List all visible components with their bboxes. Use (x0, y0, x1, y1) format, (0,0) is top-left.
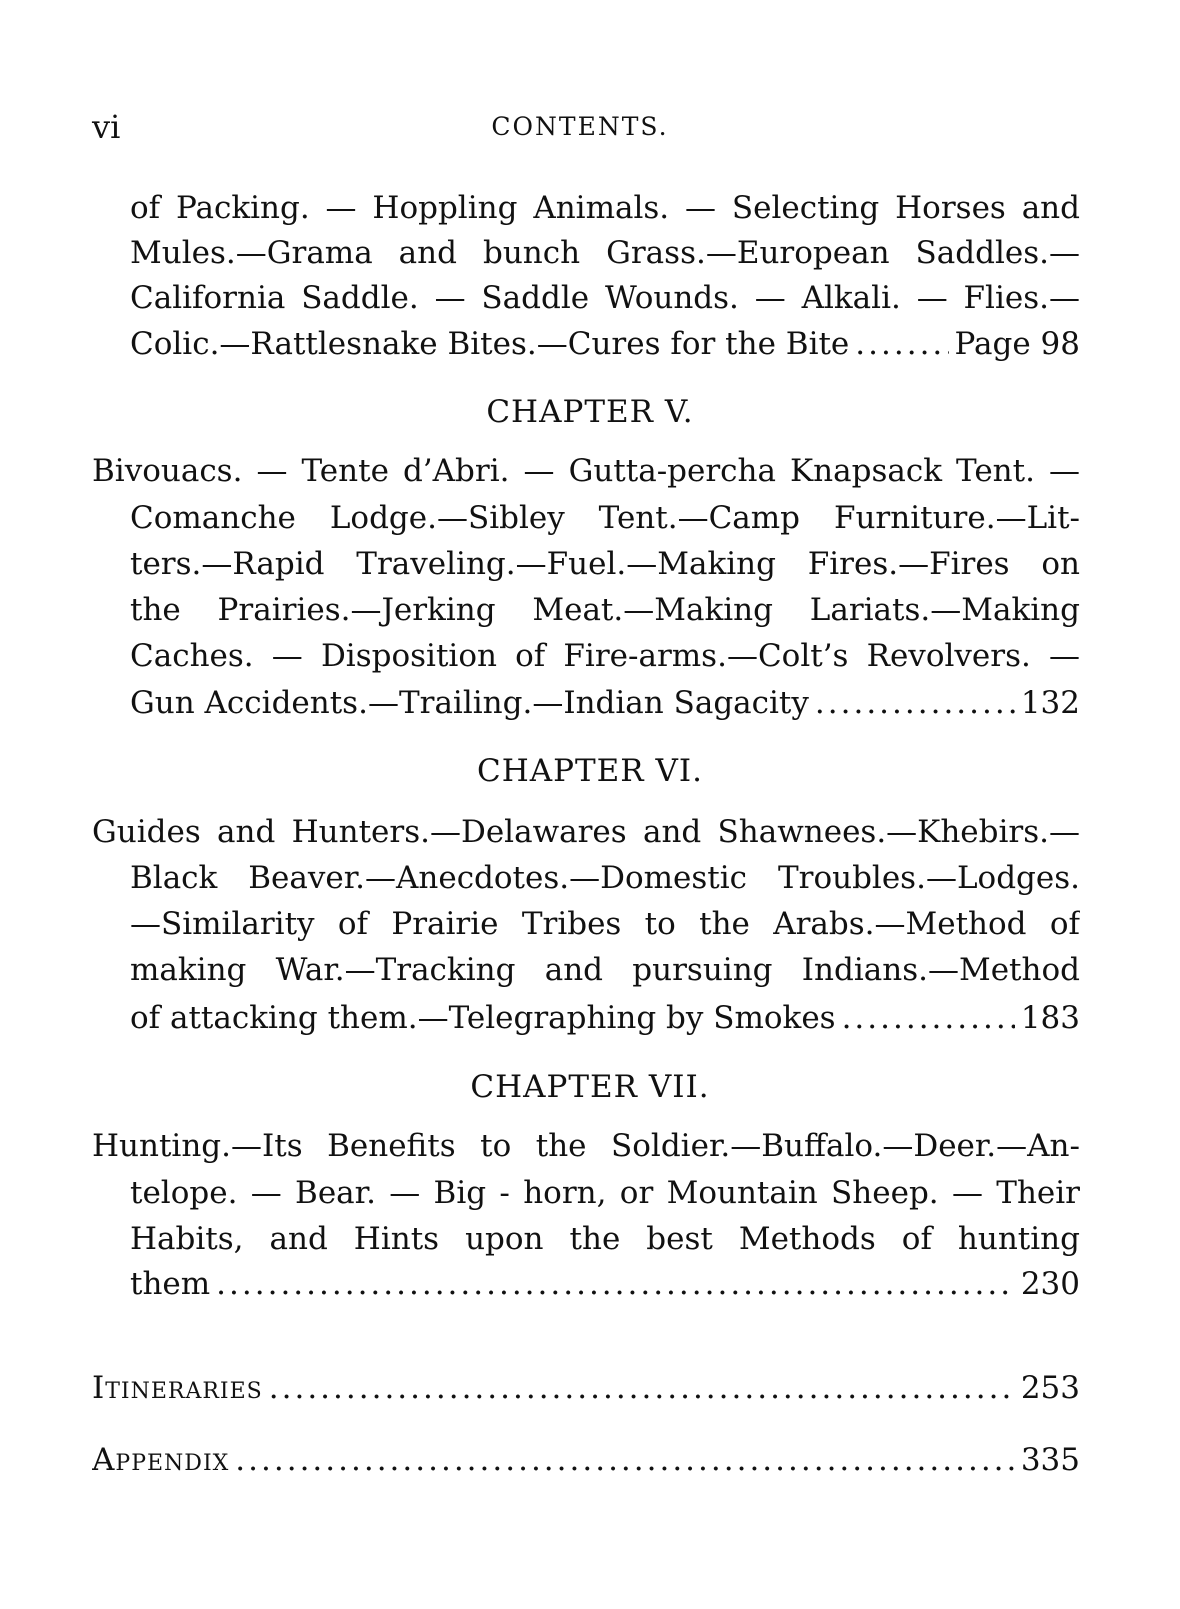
toc-entry-chapter-vi-end (130, 996, 1080, 1040)
toc-entry-itineraries (92, 1366, 1080, 1410)
toc-line: of Packing. — Hoppling Animals. — Selecting Horses and (130, 190, 1080, 226)
toc-line: ters.—Rapid Traveling.—Fuel.—Making Fires.—Fires on (130, 546, 1080, 582)
leader-dots (269, 1366, 1015, 1410)
toc-line: making War.—Tracking and pursuing Indians.—Method (130, 952, 1080, 988)
leader-dots (235, 1438, 1015, 1482)
toc-line: Colic.—Rattlesnake Bites.—Cures for the Bite (130, 326, 850, 362)
page-number: vi (92, 108, 121, 146)
leader-dots (815, 681, 1015, 725)
toc-line: Gun Accidents.—Trailing.—Indian Sagacity (130, 685, 809, 721)
toc-line: the Prairies.—Jerking Meat.—Making Lariats.—Making (130, 592, 1080, 628)
page-ref: 132 (1020, 685, 1080, 721)
toc-line: Black Beaver.—Anecdotes.—Domestic Troubles.—Lodges. (130, 860, 1080, 896)
toc-line: Guides and Hunters.—Delawares and Shawnees.—Khebirs.— (92, 814, 1080, 850)
toc-line: them (130, 1266, 211, 1302)
page-ref: 253 (1020, 1370, 1080, 1406)
toc-line: of attacking them.—Telegraphing by Smokes (130, 1000, 836, 1036)
page-ref: 230 (1020, 1266, 1080, 1302)
toc-line: telope. — Bear. — Big - horn, or Mountain Sheep. — Their (130, 1175, 1080, 1211)
page-ref: 335 (1020, 1442, 1080, 1478)
running-title: CONTENTS. (491, 112, 669, 141)
toc-line: Caches. — Disposition of Fire-arms.—Colt’s Revolvers. — (130, 638, 1080, 674)
leader-dots (855, 322, 948, 366)
chapter-heading: CHAPTER VI. (477, 753, 703, 789)
page-ref: 183 (1020, 1000, 1080, 1036)
page-ref: Page 98 (954, 326, 1080, 362)
toc-line: Bivouacs. — Tente d’Abri. — Gutta-percha Knapsack Tent. — (92, 453, 1080, 489)
toc-line: California Saddle. — Saddle Wounds. — Alkali. — Flies.— (130, 280, 1080, 316)
toc-entry-chapter-vii-end (130, 1262, 1080, 1306)
toc-line: Comanche Lodge.—Sibley Tent.—Camp Furniture.—Lit- (130, 500, 1080, 536)
chapter-heading: CHAPTER V. (486, 394, 694, 430)
toc-line: Mules.—Grama and bunch Grass.—European Saddles.— (130, 235, 1080, 271)
toc-entry-appendix (92, 1438, 1080, 1482)
toc-line: Habits, and Hints upon the best Methods of hunting (130, 1221, 1080, 1257)
toc-entry-label: Appendix (92, 1442, 230, 1478)
toc-line: —Similarity of Prairie Tribes to the Arabs.—Method of (130, 906, 1080, 942)
toc-entry-label: Itineraries (92, 1370, 263, 1406)
leader-dots (216, 1262, 1015, 1306)
toc-entry-chapter-v-end (130, 681, 1080, 725)
toc-entry-chapter-iv-end (130, 322, 1080, 366)
chapter-heading: CHAPTER VII. (470, 1069, 710, 1105)
toc-line: Hunting.—Its Benefits to the Soldier.—Buffalo.—Deer.—An- (92, 1128, 1080, 1164)
leader-dots (842, 996, 1015, 1040)
